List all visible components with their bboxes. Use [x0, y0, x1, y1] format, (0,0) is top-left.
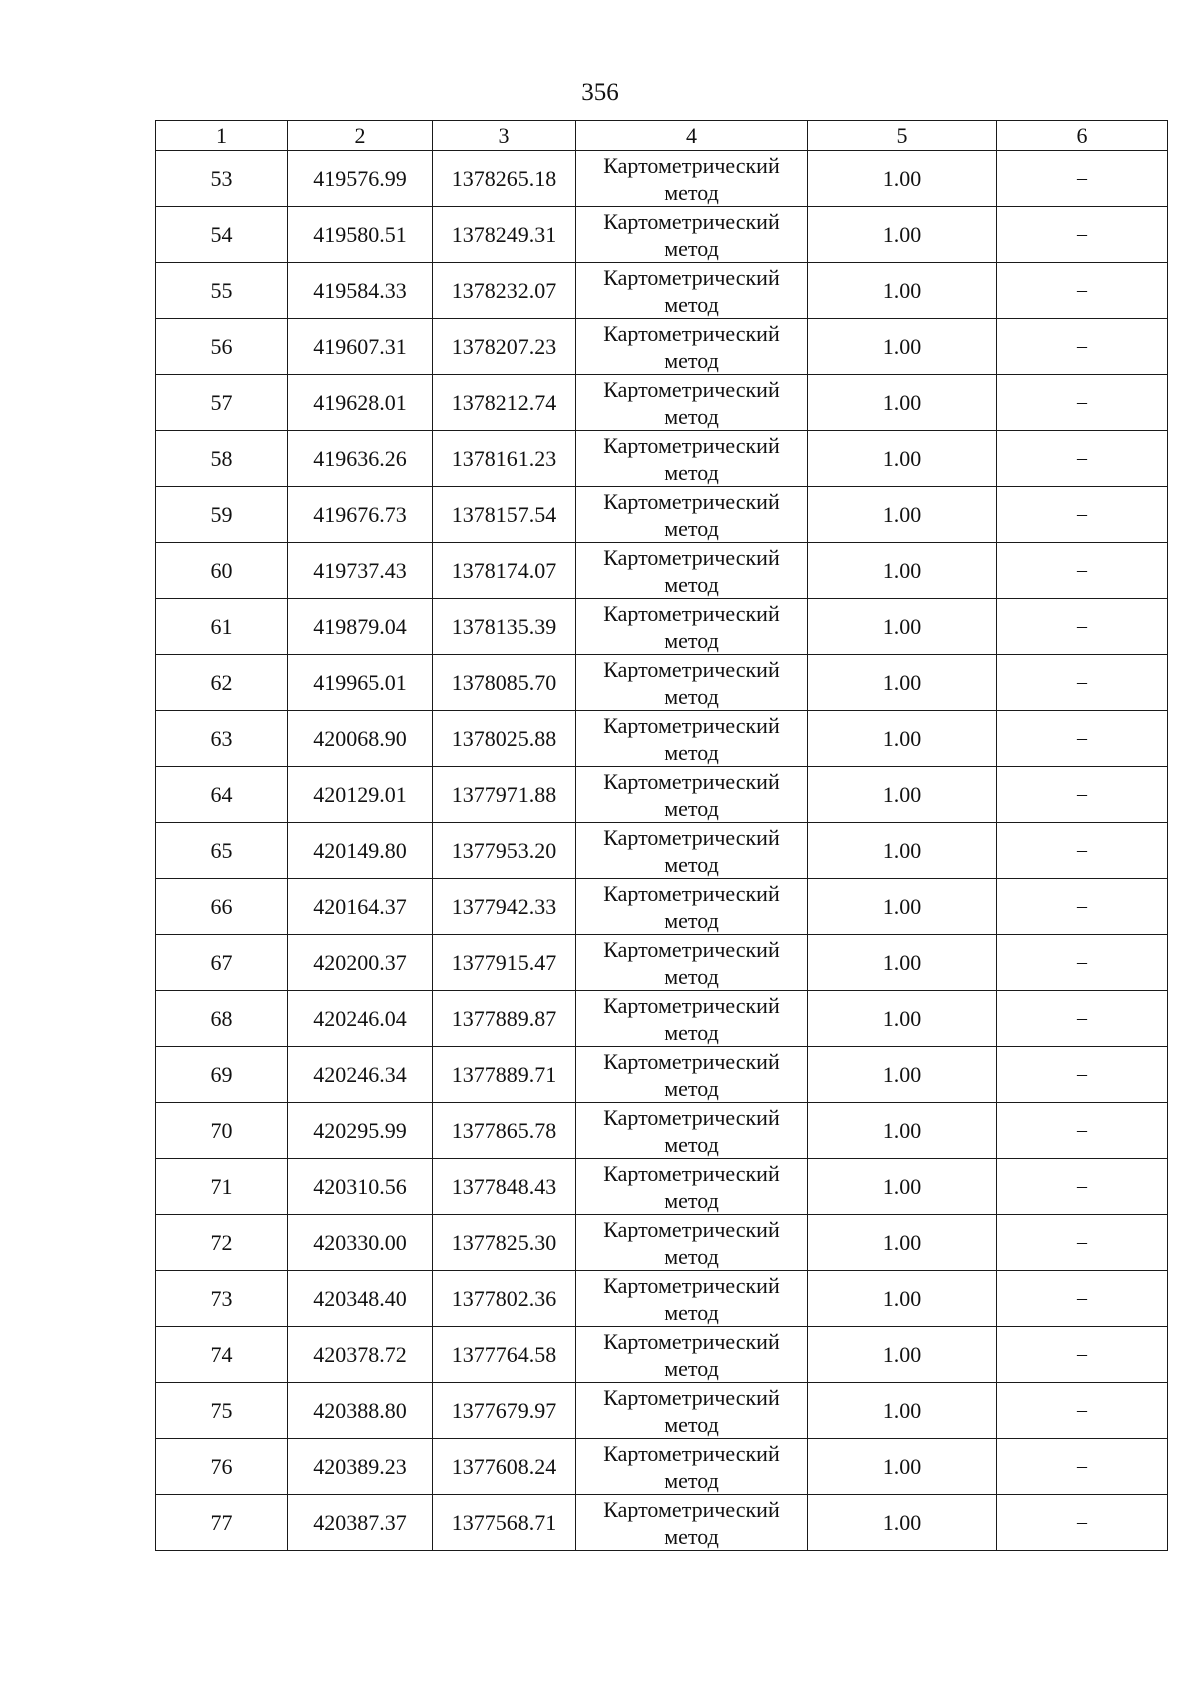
method-cell: [576, 151, 808, 207]
method-line-2: метод: [664, 1019, 719, 1045]
method-cell: [576, 655, 808, 711]
header-col-2: 2: [288, 121, 433, 151]
coord-x-cell: 419879.04: [288, 599, 433, 655]
note-cell: –: [997, 655, 1168, 711]
note-cell: –: [997, 1271, 1168, 1327]
note-cell: –: [997, 207, 1168, 263]
precision-cell: 1.00: [808, 1495, 997, 1551]
method-line-2: метод: [664, 1467, 719, 1493]
point-number-cell: 68: [156, 991, 288, 1047]
method-line-2: метод: [664, 1355, 719, 1381]
coord-y-cell: 1377915.47: [433, 935, 576, 991]
coord-y-cell: 1378249.31: [433, 207, 576, 263]
header-col-4: 4: [576, 121, 808, 151]
precision-cell: 1.00: [808, 487, 997, 543]
point-number-cell: 54: [156, 207, 288, 263]
precision-cell: 1.00: [808, 655, 997, 711]
header-col-5: 5: [808, 121, 997, 151]
point-number-cell: 75: [156, 1383, 288, 1439]
method-line-2: метод: [664, 515, 719, 541]
coord-y-cell: 1377825.30: [433, 1215, 576, 1271]
coord-x-cell: 420330.00: [288, 1215, 433, 1271]
method-line-1: Картометрический: [603, 320, 780, 346]
table-row: [156, 1271, 1168, 1327]
point-number-cell: 53: [156, 151, 288, 207]
page-number: 356: [581, 79, 619, 106]
coord-y-cell: 1377889.87: [433, 991, 576, 1047]
method-line-1: Картометрический: [603, 1384, 780, 1410]
coord-y-cell: 1377953.20: [433, 823, 576, 879]
method-cell: [576, 991, 808, 1047]
method-cell: [576, 711, 808, 767]
coord-y-cell: 1377848.43: [433, 1159, 576, 1215]
table-row: [156, 599, 1168, 655]
coord-y-cell: 1377568.71: [433, 1495, 576, 1551]
table-row: [156, 1383, 1168, 1439]
table-header: [156, 121, 1168, 151]
method-line-1: Картометрический: [603, 1440, 780, 1466]
point-number-cell: 55: [156, 263, 288, 319]
table-row: [156, 319, 1168, 375]
method-line-2: метод: [664, 459, 719, 485]
method-line-1: Картометрический: [603, 656, 780, 682]
table-row: [156, 207, 1168, 263]
method-line-1: Картометрический: [603, 936, 780, 962]
table-row: [156, 375, 1168, 431]
method-cell: [576, 487, 808, 543]
coord-x-cell: 420348.40: [288, 1271, 433, 1327]
coord-x-cell: 420164.37: [288, 879, 433, 935]
table-row: [156, 431, 1168, 487]
point-number-cell: 64: [156, 767, 288, 823]
method-line-1: Картометрический: [603, 488, 780, 514]
method-cell: [576, 263, 808, 319]
method-line-2: метод: [664, 851, 719, 877]
coord-x-cell: 419676.73: [288, 487, 433, 543]
note-cell: –: [997, 599, 1168, 655]
point-number-cell: 58: [156, 431, 288, 487]
coord-x-cell: 419607.31: [288, 319, 433, 375]
coord-y-cell: 1378212.74: [433, 375, 576, 431]
header-col-6: 6: [997, 121, 1168, 151]
method-line-1: Картометрический: [603, 768, 780, 794]
precision-cell: 1.00: [808, 823, 997, 879]
note-cell: –: [997, 543, 1168, 599]
method-line-2: метод: [664, 1299, 719, 1325]
method-cell: [576, 1327, 808, 1383]
precision-cell: 1.00: [808, 711, 997, 767]
point-number-cell: 57: [156, 375, 288, 431]
coordinates-table: [155, 120, 1168, 1551]
table-body: [156, 151, 1168, 1551]
coord-x-cell: 420388.80: [288, 1383, 433, 1439]
method-cell: [576, 1271, 808, 1327]
coord-x-cell: 420295.99: [288, 1103, 433, 1159]
method-cell: [576, 1383, 808, 1439]
coord-x-cell: 420310.56: [288, 1159, 433, 1215]
note-cell: –: [997, 1383, 1168, 1439]
coord-x-cell: 419580.51: [288, 207, 433, 263]
point-number-cell: 61: [156, 599, 288, 655]
table-row: [156, 1495, 1168, 1551]
note-cell: –: [997, 1047, 1168, 1103]
point-number-cell: 71: [156, 1159, 288, 1215]
note-cell: –: [997, 1103, 1168, 1159]
method-line-1: Картометрический: [603, 880, 780, 906]
method-line-2: метод: [664, 403, 719, 429]
method-cell: [576, 319, 808, 375]
coord-y-cell: 1377679.97: [433, 1383, 576, 1439]
point-number-cell: 59: [156, 487, 288, 543]
note-cell: –: [997, 375, 1168, 431]
header-col-1: 1: [156, 121, 288, 151]
method-line-2: метод: [664, 347, 719, 373]
point-number-cell: 65: [156, 823, 288, 879]
point-number-cell: 73: [156, 1271, 288, 1327]
note-cell: –: [997, 431, 1168, 487]
table-row: [156, 1047, 1168, 1103]
precision-cell: 1.00: [808, 1103, 997, 1159]
table-row: [156, 655, 1168, 711]
coord-x-cell: 420200.37: [288, 935, 433, 991]
note-cell: –: [997, 319, 1168, 375]
coord-y-cell: 1377802.36: [433, 1271, 576, 1327]
method-line-1: Картометрический: [603, 1272, 780, 1298]
coord-y-cell: 1378232.07: [433, 263, 576, 319]
table-row: [156, 1439, 1168, 1495]
coord-y-cell: 1377889.71: [433, 1047, 576, 1103]
method-line-2: метод: [664, 179, 719, 205]
note-cell: –: [997, 711, 1168, 767]
table-row: [156, 151, 1168, 207]
precision-cell: 1.00: [808, 207, 997, 263]
note-cell: –: [997, 1159, 1168, 1215]
coord-x-cell: 420149.80: [288, 823, 433, 879]
method-cell: [576, 599, 808, 655]
method-line-2: метод: [664, 235, 719, 261]
method-line-1: Картометрический: [603, 992, 780, 1018]
method-line-2: метод: [664, 795, 719, 821]
method-cell: [576, 207, 808, 263]
precision-cell: 1.00: [808, 431, 997, 487]
point-number-cell: 62: [156, 655, 288, 711]
coord-x-cell: 420378.72: [288, 1327, 433, 1383]
method-line-2: метод: [664, 1075, 719, 1101]
table-row: [156, 823, 1168, 879]
point-number-cell: 76: [156, 1439, 288, 1495]
precision-cell: 1.00: [808, 543, 997, 599]
method-line-2: метод: [664, 1523, 719, 1549]
method-cell: [576, 823, 808, 879]
header-col-3: 3: [433, 121, 576, 151]
method-line-2: метод: [664, 963, 719, 989]
coord-y-cell: 1378207.23: [433, 319, 576, 375]
coord-y-cell: 1378025.88: [433, 711, 576, 767]
point-number-cell: 70: [156, 1103, 288, 1159]
method-line-1: Картометрический: [603, 712, 780, 738]
precision-cell: 1.00: [808, 879, 997, 935]
method-cell: [576, 1159, 808, 1215]
note-cell: –: [997, 1327, 1168, 1383]
point-number-cell: 63: [156, 711, 288, 767]
coord-x-cell: 419584.33: [288, 263, 433, 319]
precision-cell: 1.00: [808, 263, 997, 319]
coord-x-cell: 419965.01: [288, 655, 433, 711]
coord-x-cell: 419576.99: [288, 151, 433, 207]
coord-x-cell: 420389.23: [288, 1439, 433, 1495]
method-line-1: Картометрический: [603, 264, 780, 290]
table-row: [156, 487, 1168, 543]
point-number-cell: 74: [156, 1327, 288, 1383]
method-cell: [576, 543, 808, 599]
method-cell: [576, 935, 808, 991]
precision-cell: 1.00: [808, 1215, 997, 1271]
precision-cell: 1.00: [808, 1271, 997, 1327]
coord-y-cell: 1377942.33: [433, 879, 576, 935]
precision-cell: 1.00: [808, 767, 997, 823]
note-cell: –: [997, 263, 1168, 319]
point-number-cell: 72: [156, 1215, 288, 1271]
table-row: [156, 935, 1168, 991]
method-line-2: метод: [664, 1131, 719, 1157]
method-line-1: Картометрический: [603, 1160, 780, 1186]
table-row: [156, 1215, 1168, 1271]
method-cell: [576, 767, 808, 823]
point-number-cell: 67: [156, 935, 288, 991]
note-cell: –: [997, 1495, 1168, 1551]
method-line-2: метод: [664, 1411, 719, 1437]
note-cell: –: [997, 879, 1168, 935]
note-cell: –: [997, 823, 1168, 879]
method-line-1: Картометрический: [603, 1104, 780, 1130]
header-row: [156, 121, 1168, 151]
coord-y-cell: 1377971.88: [433, 767, 576, 823]
method-line-2: метод: [664, 627, 719, 653]
precision-cell: 1.00: [808, 599, 997, 655]
note-cell: –: [997, 487, 1168, 543]
table-row: [156, 1327, 1168, 1383]
method-cell: [576, 1215, 808, 1271]
point-number-cell: 69: [156, 1047, 288, 1103]
method-line-2: метод: [664, 1243, 719, 1269]
method-line-1: Картометрический: [603, 432, 780, 458]
table-row: [156, 767, 1168, 823]
coord-y-cell: 1378174.07: [433, 543, 576, 599]
method-line-1: Картометрический: [603, 1496, 780, 1522]
method-line-1: Картометрический: [603, 208, 780, 234]
note-cell: –: [997, 991, 1168, 1047]
method-line-2: метод: [664, 683, 719, 709]
coord-x-cell: 420246.04: [288, 991, 433, 1047]
note-cell: –: [997, 935, 1168, 991]
point-number-cell: 77: [156, 1495, 288, 1551]
method-line-2: метод: [664, 1187, 719, 1213]
coord-y-cell: 1378085.70: [433, 655, 576, 711]
precision-cell: 1.00: [808, 991, 997, 1047]
method-line-1: Картометрический: [603, 152, 780, 178]
method-cell: [576, 1047, 808, 1103]
coord-x-cell: 420129.01: [288, 767, 433, 823]
coord-x-cell: 420068.90: [288, 711, 433, 767]
method-line-2: метод: [664, 907, 719, 933]
coord-x-cell: 419628.01: [288, 375, 433, 431]
coord-y-cell: 1377608.24: [433, 1439, 576, 1495]
coord-y-cell: 1378265.18: [433, 151, 576, 207]
coord-y-cell: 1378135.39: [433, 599, 576, 655]
coord-x-cell: 419636.26: [288, 431, 433, 487]
method-line-1: Картометрический: [603, 1328, 780, 1354]
coord-y-cell: 1377764.58: [433, 1327, 576, 1383]
note-cell: –: [997, 1439, 1168, 1495]
precision-cell: 1.00: [808, 1439, 997, 1495]
note-cell: –: [997, 767, 1168, 823]
method-cell: [576, 879, 808, 935]
precision-cell: 1.00: [808, 151, 997, 207]
method-line-2: метод: [664, 571, 719, 597]
coord-y-cell: 1377865.78: [433, 1103, 576, 1159]
table-row: [156, 263, 1168, 319]
table-row: [156, 711, 1168, 767]
method-line-1: Картометрический: [603, 1048, 780, 1074]
point-number-cell: 56: [156, 319, 288, 375]
method-line-1: Картометрический: [603, 376, 780, 402]
precision-cell: 1.00: [808, 1383, 997, 1439]
coord-x-cell: 419737.43: [288, 543, 433, 599]
method-line-1: Картометрический: [603, 544, 780, 570]
table-row: [156, 991, 1168, 1047]
precision-cell: 1.00: [808, 1159, 997, 1215]
method-cell: [576, 431, 808, 487]
note-cell: –: [997, 151, 1168, 207]
method-cell: [576, 1439, 808, 1495]
method-cell: [576, 1103, 808, 1159]
note-cell: –: [997, 1215, 1168, 1271]
method-line-1: Картометрический: [603, 824, 780, 850]
table-row: [156, 543, 1168, 599]
method-cell: [576, 1495, 808, 1551]
table-row: [156, 1159, 1168, 1215]
method-line-1: Картометрический: [603, 1216, 780, 1242]
precision-cell: 1.00: [808, 319, 997, 375]
point-number-cell: 60: [156, 543, 288, 599]
table-row: [156, 1103, 1168, 1159]
table-row: [156, 879, 1168, 935]
method-cell: [576, 375, 808, 431]
precision-cell: 1.00: [808, 375, 997, 431]
method-line-2: метод: [664, 739, 719, 765]
precision-cell: 1.00: [808, 1327, 997, 1383]
coord-y-cell: 1378157.54: [433, 487, 576, 543]
method-line-1: Картометрический: [603, 600, 780, 626]
coord-x-cell: 420246.34: [288, 1047, 433, 1103]
point-number-cell: 66: [156, 879, 288, 935]
coord-y-cell: 1378161.23: [433, 431, 576, 487]
precision-cell: 1.00: [808, 1047, 997, 1103]
method-line-2: метод: [664, 291, 719, 317]
coord-x-cell: 420387.37: [288, 1495, 433, 1551]
precision-cell: 1.00: [808, 935, 997, 991]
